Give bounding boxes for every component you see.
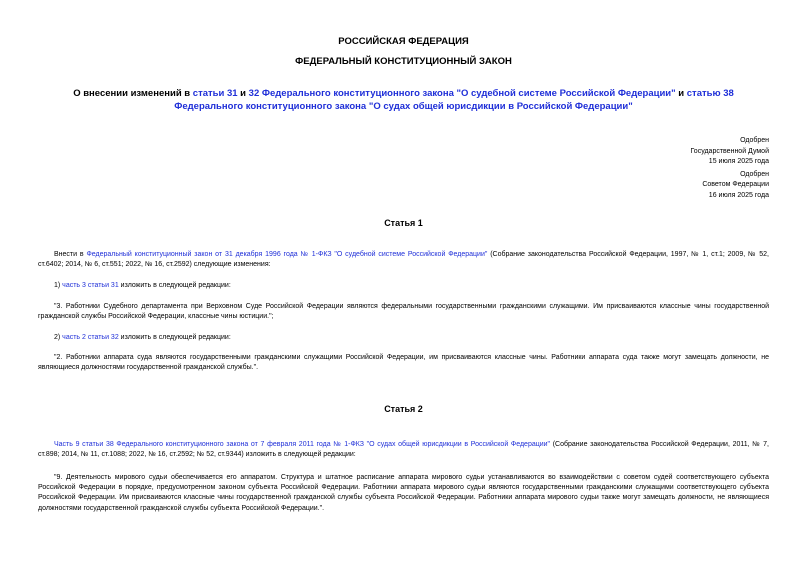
- item-1-link[interactable]: часть 3 статьи 31: [62, 282, 119, 289]
- title-prefix: О внесении изменений в: [73, 88, 193, 99]
- item-2-prefix: 2): [54, 334, 63, 341]
- law-type-heading: ФЕДЕРАЛЬНЫЙ КОНСТИТУЦИОННЫЙ ЗАКОН: [295, 56, 512, 67]
- title-link-article-32[interactable]: 32 Федерального конституционного закона "О судебной системе Российской Федерации": [248, 88, 676, 99]
- duma-name: Государственной Думой: [690, 147, 769, 155]
- duma-approved-label: Одобрен: [740, 137, 769, 144]
- article-1-item-1-text: "3. Работники Судебного департамента при Верховном Суде Российской Федерации являются федеральными государственными гражданскими служащими. Им присваиваются классные чины государственной гражданской службы Российской Федерации, классные чины юстиции.";: [38, 303, 769, 321]
- council-name: Советом Федерации: [702, 181, 769, 188]
- article-1-intro: [38, 250, 769, 270]
- article-1-heading: Статья 1: [384, 218, 423, 228]
- item-2-suffix: изложить в следующей редакции:: [118, 334, 231, 341]
- article-1-item-2-text: "2. Работники аппарата суда являются государственными гражданскими служащими Российской Федерации, им присваиваются классные чины. Работники аппарата суда также могут замещать должности, не являющиеся должностями государственной гражданской службы.".: [38, 354, 769, 372]
- council-approved-label: Одобрен: [740, 170, 769, 178]
- item-1-prefix: 1): [54, 282, 63, 289]
- item-1-suffix: изложить в следующей редакции:: [118, 282, 231, 289]
- article-2-law-link[interactable]: Часть 9 статьи 38 Федерального конституционного закона от 7 февраля 2011 года № 1-ФКЗ "О судах общей юрисдикции в Российской Федерации": [54, 441, 551, 448]
- law-title: [40, 87, 767, 113]
- duma-approval-date: 15 июля 2025 года: [708, 158, 769, 165]
- article-2-item-text: "9. Деятельность мирового судьи обеспечивается его аппаратом. Структура и штатное расписание аппарата мирового судьи устанавливаются во взаимодействии с советом судей соответствующего субъекта Российской Федерации в порядке, предусмотренном законом субъекта Российской Федерации. Работники аппарата мирового судьи являются государственными гражданскими служащими соответствующего субъекта Российской Федерации. Им присваиваются классные чины государственной гражданской службы субъекта Российской Федерации. Работники аппарата мирового судьи также могут замещать должности, не являющиеся должностями государственной гражданской службы субъекта Российской Федерации.".: [38, 474, 769, 512]
- title-link-article-38[interactable]: статью 38 Федерального конституционного закона "О судах общей юрисдикции в Российской Федерации": [174, 88, 734, 112]
- article-1-intro-prefix: Внести в: [54, 251, 87, 258]
- article-2-intro-suffix: (Собрание законодательства Российской Федерации, 2011, № 7, ст.898; 2014, № 11, ст.1088; 2022, № 16, ст.2592; № 52, ст.9344) изложить в следующей редакции:: [38, 441, 769, 459]
- council-approval-date: 16 июля 2025 года: [708, 191, 769, 199]
- article-1-law-link[interactable]: Федеральный конституционный закон от 31 декабря 1996 года № 1-ФКЗ "О судебной системе Российской Федерации": [86, 251, 488, 258]
- approval-block: [690, 136, 769, 201]
- article-1-intro-suffix: (Собрание законодательства Российской Федерации, 1997, № 1, ст.1; 2009, № 52, ст.6402; 2014, № 6, ст.551; 2022, № 16, ст.2592) следующие изменения:: [38, 251, 770, 269]
- title-and-2: и: [675, 88, 687, 99]
- country-heading: РОССИЙСКАЯ ФЕДЕРАЦИЯ: [338, 36, 469, 47]
- article-2-heading: Статья 2: [384, 404, 423, 414]
- article-2-intro: [38, 440, 769, 460]
- article-1-item-1: [38, 281, 769, 291]
- article-1-item-2: [38, 333, 769, 343]
- title-link-article-31[interactable]: статьи 31: [192, 88, 238, 99]
- title-and-1: и: [237, 88, 249, 99]
- item-2-link[interactable]: часть 2 статьи 32: [62, 334, 119, 341]
